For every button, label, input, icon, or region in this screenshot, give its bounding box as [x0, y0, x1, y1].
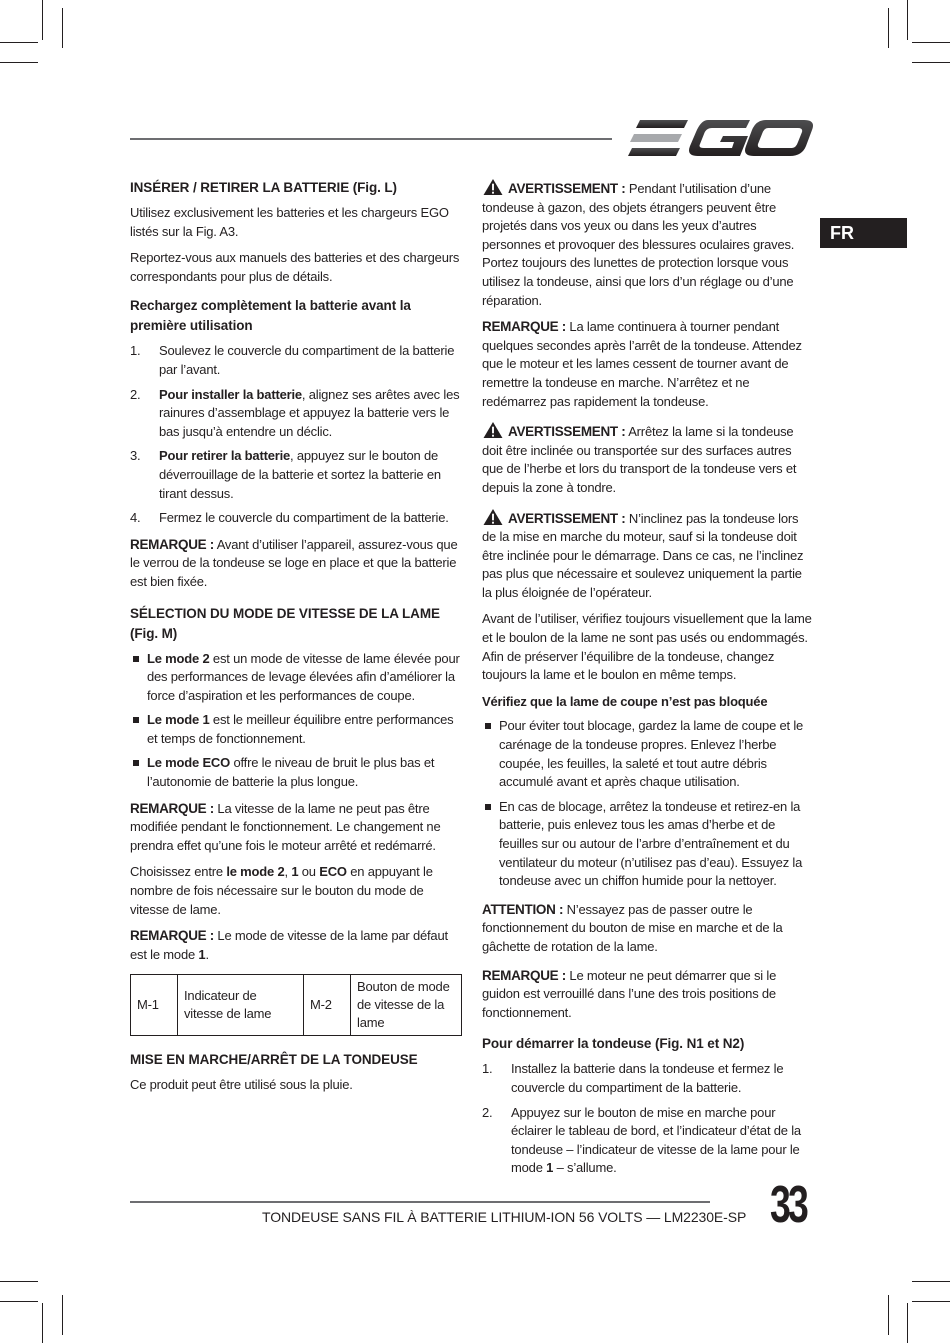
crop-mark [912, 42, 950, 43]
crop-mark [0, 62, 38, 63]
crop-mark [0, 1281, 38, 1282]
footer-title: TONDEUSE SANS FIL À BATTERIE LITHIUM-ION 56 VOLTS — LM2230E-SP [262, 1209, 747, 1225]
mode-list [130, 650, 462, 792]
ego-logo [628, 116, 814, 160]
list-item: En cas de blocage, arrêtez la tondeuse et retirez-en la batterie, puis enlevez tous les amas d’herbe et de feuilles sur ou autour de l’arbre d’entraînement et du ventilateur du moteur (n’utilisez pas d’eau). Essuyez la tondeuse avec un chiffon humide pour la nettoyer. [482, 798, 814, 891]
list-item: Pour éviter tout blocage, gardez la lame de coupe et le carénage de la tondeuse propres. Enlevez l’herbe coupée, les feuilles, la saleté et tout autre débris accumulé avant et après chaque utilisation. [482, 717, 814, 791]
crop-mark [912, 62, 950, 63]
language-tab: FR [820, 218, 907, 248]
header-rule [130, 138, 612, 140]
crop-mark [912, 1281, 950, 1282]
crop-mark [42, 0, 43, 40]
start-steps [482, 1060, 814, 1178]
subheading: Vérifiez que la lame de coupe n’est pas bloquée [482, 693, 768, 709]
list-item: 1. Installez la batterie dans la tondeuse et fermez le couvercle du compartiment de la batterie. [482, 1061, 784, 1095]
list-item: Le mode 1 est le meilleur équilibre entre performances et temps de fonctionnement. [130, 711, 462, 748]
bullet-icon [133, 717, 139, 723]
note: REMARQUE : Le mode de vitesse de la lame par défaut est le mode 1. [130, 928, 448, 962]
crop-mark [62, 8, 63, 48]
bullet-icon [485, 723, 491, 729]
note: REMARQUE : Le moteur ne peut démarrer que si le guidon est verrouillé dans l’une des trois positions de fonctionnement. [482, 967, 777, 1020]
section-heading: MISE EN MARCHE/ARRÊT DE LA TONDEUSE [130, 1052, 418, 1068]
legend-label: Indicateur de vitesse de lame [178, 975, 304, 1036]
list-item: 1. Soulevez le couvercle du compartiment de la batterie par l’avant. [130, 343, 455, 377]
warning-icon [482, 178, 504, 196]
section-heading: INSÉRER / RETIRER LA BATTERIE (Fig. L) [130, 180, 397, 195]
crop-mark [912, 1301, 950, 1302]
footer-rule [130, 1201, 710, 1203]
list-item: 2. Pour installer la batterie, alignez ses arêtes avec les rainures d’assemblage et appuyez la batterie vers le bas jusqu’à entendre un déclic. [130, 386, 460, 439]
bullet-icon [133, 760, 139, 766]
note: REMARQUE : La lame continuera à tourner pendant quelques secondes après l’arrêt de la tondeuse. Attendez que le moteur et les lames cessent de tourner avant de remettre la tondeuse en marche. N’arrêtez et ne redémarrez pas rapidement la tondeuse. [482, 319, 802, 409]
list-item: Le mode ECO offre le niveau de bruit le plus bas et l’autonomie de batterie la plus longue. [130, 754, 462, 791]
blockage-list [482, 717, 814, 890]
page-number: 33 [770, 1176, 806, 1234]
list-item: 3. Pour retirer la batterie, appuyez sur le bouton de déverrouillage de la batterie et sortez la batterie en tirant dessus. [130, 448, 441, 501]
right-column [482, 178, 814, 1186]
warning-icon [482, 421, 504, 439]
legend-table [130, 974, 462, 1036]
left-column [130, 178, 462, 1103]
paragraph: Choisissez entre le mode 2, 1 ou ECO en appuyant le nombre de fois nécessaire sur le bouton du mode de vitesse de lame. [130, 864, 433, 917]
section-heading: SÉLECTION DU MODE DE VITESSE DE LA LAME (Fig. M) [130, 605, 440, 641]
note: REMARQUE : La vitesse de la lame ne peut pas être modifiée pendant le fonctionnement. Le changement ne prendra effet qu’une fois le moteur arrêté et redémarré. [130, 800, 441, 853]
crop-mark [0, 1301, 38, 1302]
subheading: Pour démarrer la tondeuse (Fig. N1 et N2) [482, 1036, 745, 1052]
list-item: Le mode 2 est un mode de vitesse de lame élevée pour des performances de levage élevées afin d’améliorer la force d’aspiration et les performances de coupe. [130, 650, 462, 706]
warning: AVERTISSEMENT : Pendant l’utilisation d’une tondeuse à gazon, des objets étrangers peuvent être projetés dans vos yeux ou dans les yeux d’autres personnes et provoquer des blessures oculaires graves. Portez toujours des lunettes de protection lorsque vous utilisez la tondeuse, ainsi que lors d’un réglage ou d’une réparation. [482, 178, 814, 310]
paragraph: Ce produit peut être utilisé sous la pluie. [130, 1077, 353, 1093]
paragraph: Utilisez exclusivement les batteries et les chargeurs EGO listés sur la Fig. A3. [130, 205, 449, 239]
install-steps [130, 342, 462, 527]
legend-code: M-2 [304, 975, 351, 1036]
paragraph: Avant de l’utiliser, vérifiez toujours visuellement que la lame et le boulon de la lame ne sont pas usés ou endommagés. Afin de préserver l’équilibre de la tondeuse, changez toujours la lame et le boulon en même temps. [482, 611, 812, 683]
bullet-icon [485, 804, 491, 810]
warning: AVERTISSEMENT : Arrêtez la lame si la tondeuse doit être inclinée ou transportée sur des surfaces autres que de l’herbe et lors du transport de la tondeuse vers et depuis la zone à tondre. [482, 421, 814, 497]
list-item: 4. Fermez le couvercle du compartiment de la batterie. [130, 510, 449, 526]
bullet-icon [133, 656, 139, 662]
crop-mark [907, 0, 908, 40]
legend-code: M-1 [131, 975, 178, 1036]
crop-mark [888, 1295, 889, 1335]
crop-mark [0, 42, 38, 43]
crop-mark [62, 1295, 63, 1335]
paragraph: Reportez-vous aux manuels des batteries et des chargeurs correspondants pour plus de détails. [130, 250, 460, 284]
crop-mark [888, 8, 889, 48]
attention: ATTENTION : N’essayez pas de passer outre le fonctionnement du bouton de mise en marche et de la gâchette de rotation de la lame. [482, 901, 783, 954]
subheading: Rechargez complètement la batterie avant la première utilisation [130, 298, 411, 334]
list-item: 2. Appuyez sur le bouton de mise en marche pour éclairer le tableau de bord, et l’indicateur d’état de la tondeuse – l’indicateur de vitesse de la lame pour le mode 1 – s’allume. [482, 1104, 801, 1176]
warning-icon [482, 508, 504, 526]
crop-mark [42, 1303, 43, 1343]
legend-label: Bouton de mode de vitesse de la lame [351, 975, 462, 1036]
warning: AVERTISSEMENT : N’inclinez pas la tondeuse lors de la mise en marche du moteur, sauf si la tondeuse doit être inclinée pour le démarrage. Dans ce cas, ne l’inclinez pas plus que nécessaire et soulevez uniquement la partie la plus éloignée de l’opérateur. [482, 508, 814, 603]
crop-mark [907, 1303, 908, 1343]
note: REMARQUE : Avant d’utiliser l’appareil, assurez-vous que le verrou de la tondeuse se loge en place et que la batterie est bien fixée. [130, 536, 458, 589]
